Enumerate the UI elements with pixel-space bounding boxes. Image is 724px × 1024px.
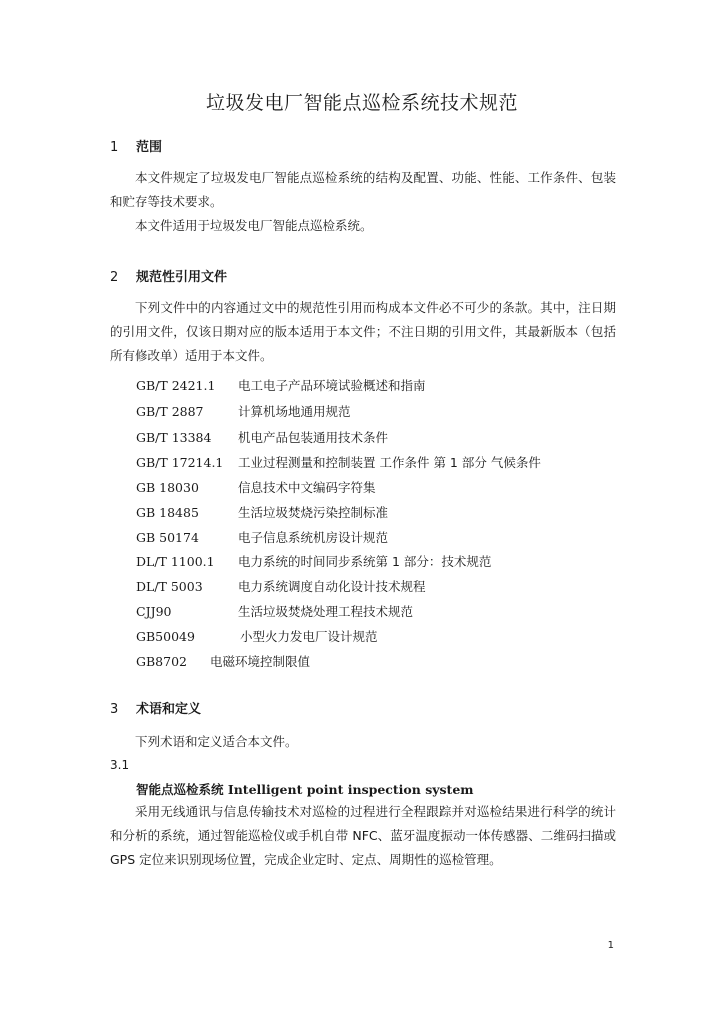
term-title [136, 780, 474, 798]
section-3-heading [110, 698, 201, 717]
reference-row [136, 528, 388, 546]
reference-row [136, 577, 426, 595]
reference-code: GB/T 17214.1 [136, 455, 224, 470]
reference-name: 信息技术中文编码字符集 [238, 480, 376, 495]
reference-name: 计算机场地通用规范 [238, 404, 351, 419]
section-2-heading [110, 266, 227, 285]
reference-name: 电力系统的时间同步系统第 1 部分：技术规范 [238, 554, 492, 569]
reference-code: GB/T 13384 [136, 430, 212, 445]
reference-code: DL/T 1100.1 [136, 554, 215, 569]
reference-code: GB/T 2887 [136, 404, 204, 419]
reference-code: GB 50174 [136, 530, 199, 545]
reference-row [136, 652, 310, 670]
term-definition: 采用无线通讯与信息传输技术对巡检的过程进行全程跟踪并对巡检结果进行科学的统计和分析的系统，通过智能巡检仪或手机自带 NFC、蓝牙温度振动一体传感器、二维码扫描或 GPS 定位来识别现场位置，完成企业定时、定点、周期性的巡检管理。 [110, 804, 616, 867]
reference-row [136, 478, 376, 496]
section-number: 2 [110, 270, 119, 285]
reference-code: DL/T 5003 [136, 579, 203, 594]
reference-row [136, 453, 541, 471]
reference-row [136, 503, 388, 521]
term-en: Intelligent point inspection system [227, 782, 474, 797]
term-cn: 智能点巡检系统 [136, 782, 224, 797]
section-number: 1 [110, 140, 119, 155]
reference-code: GB/T 2421.1 [136, 378, 216, 393]
term-number: 3.1 [110, 758, 130, 772]
reference-name: 电力系统调度自动化设计技术规程 [238, 579, 426, 594]
reference-row [136, 402, 351, 420]
reference-code: CJJ90 [136, 604, 172, 619]
reference-row [136, 552, 491, 570]
reference-name: 生活垃圾焚烧污染控制标准 [238, 505, 389, 520]
reference-name: 工业过程测量和控制装置 工作条件 第 1 部分 气候条件 [238, 455, 541, 470]
reference-code: GB50049 [136, 629, 195, 644]
reference-name: 电工电子产品环境试验概述和指南 [238, 378, 426, 393]
section-3-paragraph-1: 下列术语和定义适合本文件。 [135, 734, 298, 749]
section-2-paragraph-1: 下列文件中的内容通过文中的规范性引用而构成本文件必不可少的条款。其中，注日期的引用文件，仅该日期对应的版本适用于本文件；不注日期的引用文件，其最新版本（包括所有修改单）适用于本文件。 [110, 300, 616, 363]
reference-code: GB 18485 [136, 505, 199, 520]
section-1-paragraph-1: 本文件规定了垃圾发电厂智能点巡检系统的结构及配置、功能、性能、工作条件、包装和贮存等技术要求。 [110, 170, 616, 209]
section-title: 范围 [136, 140, 163, 155]
reference-row [136, 602, 413, 620]
reference-name: 电磁环境控制限值 [210, 654, 311, 669]
section-1-paragraph-2: 本文件适用于垃圾发电厂智能点巡检系统。 [135, 218, 373, 233]
section-title: 规范性引用文件 [136, 270, 228, 285]
reference-name: 机电产品包装通用技术条件 [238, 430, 389, 445]
reference-row [136, 376, 426, 394]
reference-code: GB8702 [136, 654, 187, 669]
page-number: 1 [607, 940, 614, 951]
reference-row [136, 627, 378, 645]
section-title: 术语和定义 [136, 702, 202, 717]
section-number: 3 [110, 702, 119, 717]
reference-name: 电子信息系统机房设计规范 [238, 530, 389, 545]
reference-row [136, 428, 388, 446]
reference-code: GB 18030 [136, 480, 199, 495]
reference-name: 小型火力发电厂设计规范 [240, 629, 378, 644]
reference-name: 生活垃圾焚烧处理工程技术规范 [238, 604, 414, 619]
document-title: 垃圾发电厂智能点巡检系统技术规范 [205, 92, 518, 114]
section-1-heading [110, 136, 162, 155]
